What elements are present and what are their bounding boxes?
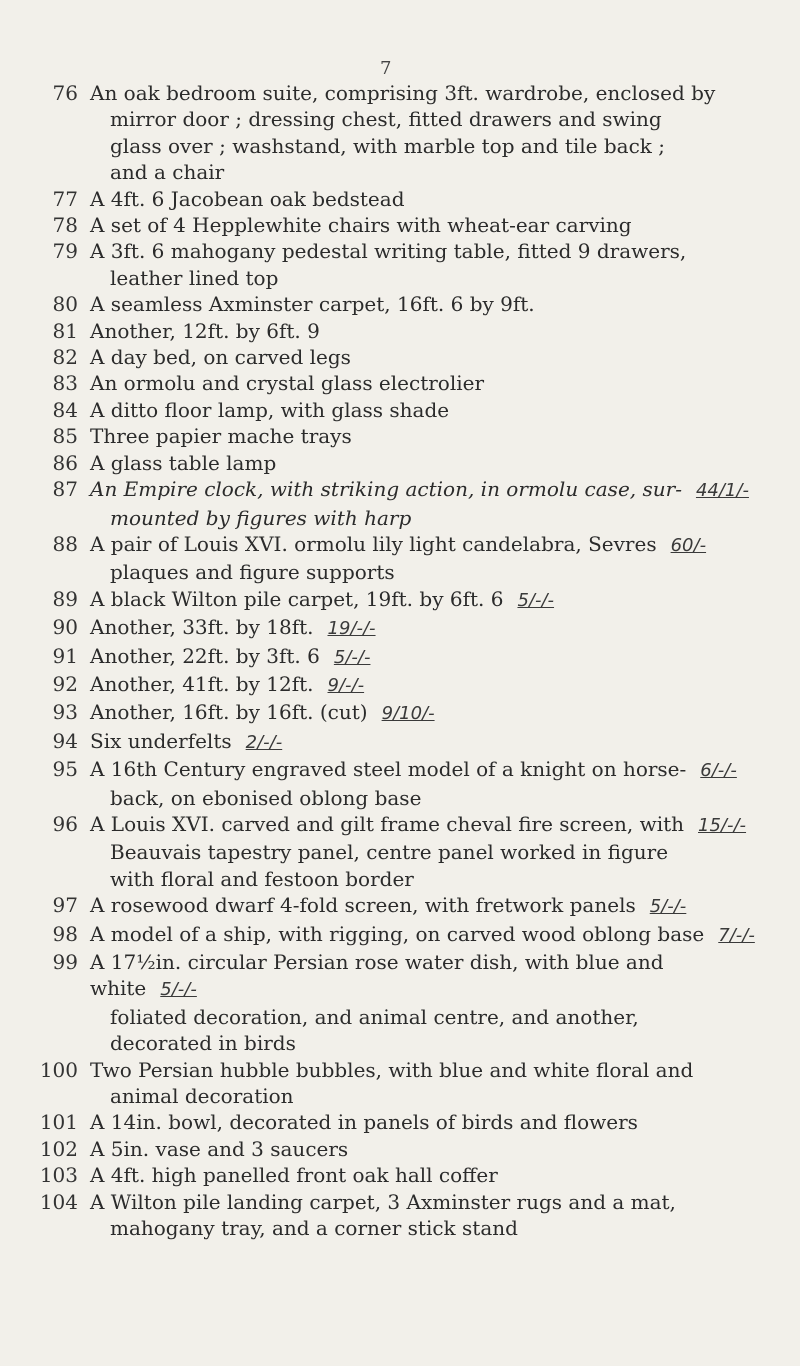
lot-number: 103: [39, 1163, 78, 1188]
lot-entry: [20, 1189, 800, 1242]
lot-description: [90, 238, 800, 291]
lot-description-line: Another, 33ft. by 18ft.: [90, 615, 314, 640]
lot-description: [90, 370, 800, 396]
lot-description: [90, 1109, 800, 1135]
lot-description-line: A 4ft. high panelled front oak hall coffer: [90, 1163, 498, 1188]
lot-description-line: back, on ebonised oblong base: [110, 785, 422, 810]
lot-entry: [20, 423, 800, 449]
lot-description-line: A pair of Louis XVI. ormolu lily light candelabra, Sevres: [90, 531, 657, 556]
lot-description-line: and a chair: [110, 160, 225, 185]
lot-description-line: A ditto floor lamp, with glass shade: [90, 397, 450, 422]
lot-entry: [20, 291, 800, 317]
lot-description-line: Another, 12ft. by 6ft. 9: [90, 318, 320, 343]
lot-description: [90, 811, 800, 892]
lot-entry: [20, 949, 800, 1057]
lot-description-line: A set of 4 Hepplewhite chairs with wheat-ear carving: [90, 213, 632, 238]
lot-description-line: A 16th Century engraved steel model of a knight on horse-: [90, 757, 687, 782]
lot-number: 96: [52, 811, 78, 836]
lot-description-line: A glass table lamp: [90, 450, 277, 475]
lot-entry: [20, 450, 800, 476]
lot-entry: [20, 370, 800, 396]
lot-entry: [20, 1057, 800, 1110]
lot-description: [90, 949, 800, 1057]
lot-number: 83: [52, 371, 78, 396]
lot-entry: [20, 80, 800, 186]
lot-entry: [20, 1109, 800, 1135]
handwritten-price: 15/-/-: [698, 814, 747, 836]
lot-description-line: mahogany tray, and a corner stick stand: [110, 1216, 518, 1241]
handwritten-price: 9/-/-: [327, 674, 365, 696]
lot-description-line: An ormolu and crystal glass electrolier: [90, 371, 485, 396]
lot-entry: [20, 531, 800, 586]
lot-description: [90, 1136, 800, 1162]
lot-description: [90, 80, 800, 186]
handwritten-price: 6/-/-: [700, 760, 737, 782]
page-number: 7: [380, 58, 392, 79]
lot-entry: [20, 811, 800, 892]
lot-description-line: Three papier mache trays: [90, 424, 352, 449]
lot-description: [90, 756, 800, 811]
lot-number: 76: [52, 81, 78, 105]
lot-description: [90, 1189, 800, 1242]
lot-number: 89: [52, 586, 78, 611]
lot-description: [90, 614, 800, 642]
lot-description-line: A 5in. vase and 3 saucers: [90, 1136, 349, 1161]
lot-description-line: A seamless Axminster carpet, 16ft. 6 by 9ft.: [90, 292, 535, 317]
handwritten-price: 2/-/-: [245, 731, 283, 753]
lot-description-line: A black Wilton pile carpet, 19ft. by 6ft. 6: [90, 586, 504, 611]
lot-description: [90, 921, 800, 949]
lot-number: 97: [52, 893, 78, 918]
handwritten-price: 5/-/-: [160, 979, 197, 1001]
lot-description: [90, 186, 800, 212]
lot-number: 81: [52, 318, 78, 343]
lot-entry: [20, 318, 800, 344]
handwritten-price: 5/-/-: [333, 646, 371, 668]
lot-description: [90, 476, 800, 531]
lot-description: [90, 892, 800, 920]
lot-entry: [20, 614, 800, 642]
lot-description: [90, 291, 800, 317]
lot-description: [90, 423, 800, 449]
lot-number: 101: [39, 1110, 78, 1135]
lot-entry: [20, 728, 800, 756]
lot-description-line: foliated decoration, and animal centre, and another,: [110, 1004, 639, 1029]
lot-number: 84: [52, 397, 78, 422]
lot-description-line: A Wilton pile landing carpet, 3 Axminster rugs and a mat,: [90, 1189, 676, 1214]
lot-entry: [20, 643, 800, 671]
handwritten-price: 19/-/-: [327, 618, 376, 640]
lot-number: 90: [52, 615, 78, 640]
lot-description-line: Beauvais tapestry panel, centre panel worked in figure: [110, 840, 669, 865]
lot-description-line: An oak bedroom suite, comprising 3ft. wardrobe, enclosed by: [90, 81, 716, 105]
lot-description-line: A model of a ship, with rigging, on carved wood oblong base: [90, 921, 705, 946]
lot-number: 102: [39, 1136, 78, 1161]
lot-number: 91: [52, 643, 78, 668]
lot-description: [90, 450, 800, 476]
lot-number: 95: [52, 757, 78, 782]
lot-description-line: plaques and figure supports: [110, 560, 395, 585]
lot-description: [90, 1162, 800, 1188]
lot-list: [20, 80, 800, 1241]
lot-entry: [20, 671, 800, 699]
lot-number: 99: [52, 950, 78, 974]
handwritten-price: 7/-/-: [718, 924, 755, 946]
lot-entry: [20, 212, 800, 238]
lot-number: 94: [52, 728, 78, 753]
lot-entry: [20, 344, 800, 370]
lot-description: [90, 699, 800, 727]
lot-description: [90, 643, 800, 671]
lot-description-line: Two Persian hubble bubbles, with blue and white floral and: [90, 1057, 694, 1082]
lot-description-line: A day bed, on carved legs: [90, 345, 351, 370]
lot-number: 104: [39, 1189, 78, 1214]
lot-entry: [20, 476, 800, 531]
lot-entry: [20, 1162, 800, 1188]
lot-description-line: A 3ft. 6 mahogany pedestal writing table, fitted 9 drawers,: [90, 239, 687, 264]
lot-description-line: Six underfelts: [90, 728, 232, 753]
lot-number: 80: [52, 292, 78, 317]
lot-description: [90, 586, 800, 614]
lot-description: [90, 397, 800, 423]
lot-entry: [20, 756, 800, 811]
lot-description-line: decorated in birds: [110, 1031, 296, 1056]
lot-entry: [20, 186, 800, 212]
lot-number: 78: [52, 213, 78, 238]
lot-description: [90, 344, 800, 370]
lot-number: 100: [39, 1057, 78, 1082]
lot-number: 86: [52, 450, 78, 475]
lot-number: 87: [52, 477, 78, 502]
handwritten-price: 5/-/-: [649, 896, 687, 918]
lot-description-line: animal decoration: [110, 1084, 294, 1109]
lot-description: [90, 318, 800, 344]
lot-description: [90, 531, 800, 586]
lot-description-line: A 17½in. circular Persian rose water dish, with blue and white: [90, 950, 664, 1001]
lot-number: 77: [52, 186, 78, 211]
lot-description: [90, 671, 800, 699]
lot-description-line: A Louis XVI. carved and gilt frame cheval fire screen, with: [90, 811, 685, 836]
lot-description-line: Another, 41ft. by 12ft.: [90, 671, 314, 696]
handwritten-price: 5/-/-: [517, 589, 555, 611]
lot-description-line: A 14in. bowl, decorated in panels of birds and flowers: [90, 1110, 638, 1135]
lot-number: 79: [52, 239, 78, 264]
lot-description-line: mirror door ; dressing chest, fitted drawers and swing: [110, 107, 662, 132]
lot-description-line: A 4ft. 6 Jacobean oak bedstead: [90, 186, 405, 211]
handwritten-price: 44/1/-: [695, 480, 749, 502]
lot-number: 85: [52, 424, 78, 449]
handwritten-price: 60/-: [670, 534, 707, 556]
lot-entry: [20, 238, 800, 291]
lot-description-line: mounted by figures with harp: [110, 505, 412, 530]
lot-number: 93: [52, 700, 78, 725]
lot-description-line: leather lined top: [110, 265, 279, 290]
lot-description: [90, 728, 800, 756]
lot-number: 82: [52, 345, 78, 370]
lot-description-line: An Empire clock, with striking action, in ormolu case, sur-: [90, 477, 682, 502]
handwritten-price: 9/10/-: [381, 703, 435, 725]
lot-entry: [20, 892, 800, 920]
lot-description-line: A rosewood dwarf 4-fold screen, with fretwork panels: [90, 893, 636, 918]
lot-description-line: with floral and festoon border: [110, 866, 414, 891]
lot-entry: [20, 921, 800, 949]
lot-description-line: glass over ; washstand, with marble top and tile back ;: [110, 133, 666, 158]
lot-description-line: Another, 16ft. by 16ft. (cut): [90, 700, 368, 725]
lot-number: 92: [52, 671, 78, 696]
lot-description-line: Another, 22ft. by 3ft. 6: [90, 643, 320, 668]
lot-number: 88: [52, 531, 78, 556]
lot-entry: [20, 586, 800, 614]
lot-description: [90, 1057, 800, 1110]
lot-entry: [20, 1136, 800, 1162]
lot-entry: [20, 699, 800, 727]
lot-entry: [20, 397, 800, 423]
lot-description: [90, 212, 800, 238]
lot-number: 98: [52, 921, 78, 946]
